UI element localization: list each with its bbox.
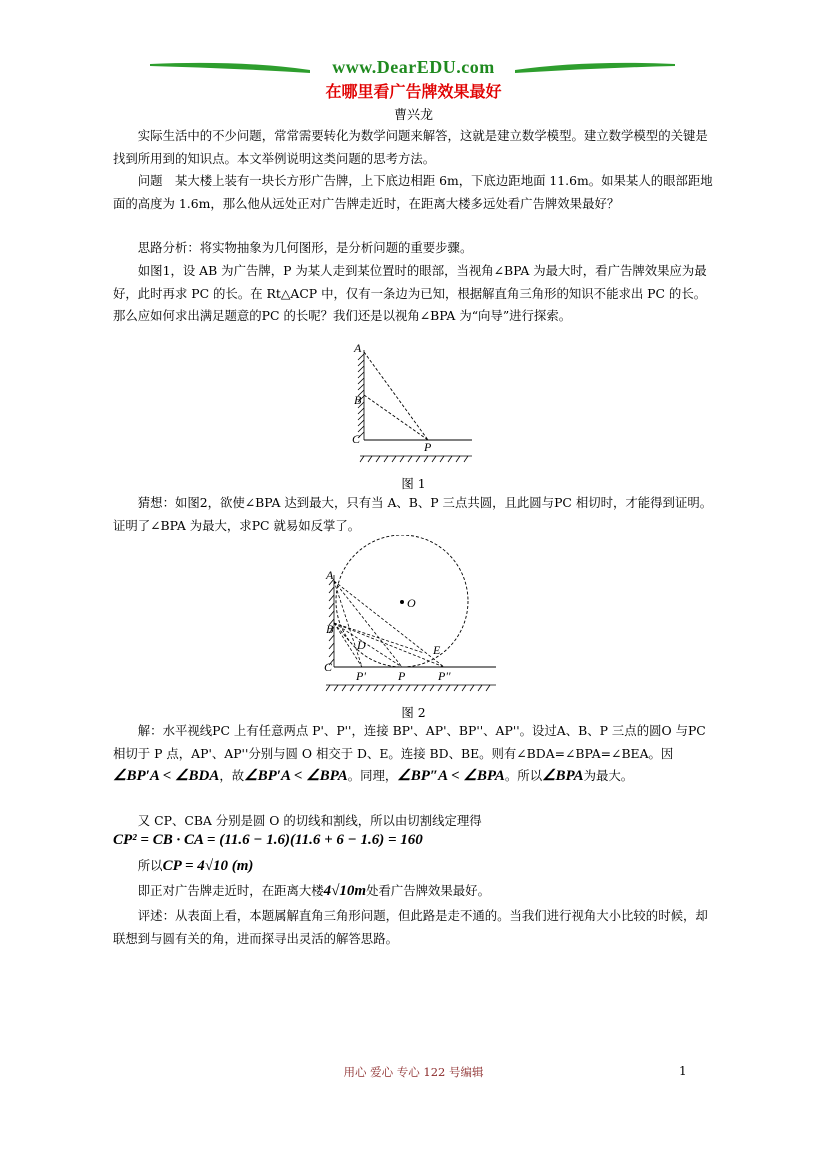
angle-bpa: ∠BPA bbox=[542, 768, 584, 784]
commentary-paragraph: 评述：从表面上看，本题属解直角三角形问题，但此路是走不通的。当我们进行视角大小比较的时候，却联想到与圆有关的角，进而探寻出灵活的解答思路。 bbox=[113, 908, 708, 946]
fig1-label-b: B bbox=[354, 393, 362, 407]
analysis-paragraph: 思路分析：将实物抽象为几何图形，是分析问题的重要步骤。 bbox=[137, 240, 473, 255]
conclusion-paragraph bbox=[113, 880, 713, 903]
fig2-label-e: E bbox=[433, 643, 441, 657]
inequality-2: ∠BP′A < ∠BPA bbox=[244, 768, 348, 784]
fig2-label-p2: P'' bbox=[438, 669, 451, 683]
result-prefix: 所以 bbox=[137, 858, 163, 873]
author: 曹兴龙 bbox=[393, 108, 433, 123]
figure2-caption: 图 2 bbox=[401, 705, 426, 720]
tangent-paragraph: 又 CP、CBA 分别是圆 O 的切线和割线，所以由切割线定理得 bbox=[137, 813, 482, 828]
figure1-explanation: 如图1，设 AB 为广告牌，P 为某人走到某位置时的眼部，当视角∠BPA 为最大时，看广告牌效果应为最好，此时再求 PC 的长。在 Rt△ACP 中，仅有一条边为已知，根据解直角三角形的知识不能求出 PC 的长。那么应如何求出满足题意的PC 的长呢？我们还是以视角∠BPA 为“向导”进行探索。 bbox=[113, 263, 707, 323]
fig2-label-d: D bbox=[357, 638, 366, 652]
result-line bbox=[113, 855, 713, 878]
distance-value: 4√10m bbox=[323, 883, 367, 899]
fig1-label-c: C bbox=[352, 432, 361, 446]
intro-paragraph: 实际生活中的不少问题，常常需要转化为数学问题来解答，这就是建立数学模型。建立数学模型的关键是找到所用到的知识点。本文举例说明这类问题的思考方法。 bbox=[113, 128, 708, 166]
solution-text-2: ，故 bbox=[219, 768, 245, 783]
fig2-label-o: O bbox=[407, 596, 416, 610]
figure1-caption: 图 1 bbox=[401, 476, 426, 491]
fig2-label-a: A bbox=[326, 568, 334, 582]
problem-paragraph: 问题 某大楼上装有一块长方形广告牌，上下底边相距 6m，下底边距地面 11.6m。如果某人的眼部距地面的高度为 1.6m，那么他从远处正对广告牌走近时，在距离大楼多远处看广告牌效果最好？ bbox=[113, 173, 713, 211]
figure-1 bbox=[340, 340, 480, 466]
conclusion-prefix: 即正对广告牌走近时，在距离大楼 bbox=[137, 883, 324, 898]
solution-text-4: 。所以 bbox=[504, 768, 543, 783]
fig1-label-p: P bbox=[424, 440, 432, 454]
equation-cp: CP = 4√10 (m) bbox=[162, 858, 254, 874]
fig2-label-c: C bbox=[324, 660, 333, 674]
fig1-label-a: A bbox=[354, 341, 362, 355]
solution-text-3: 。同理， bbox=[347, 768, 398, 783]
site-url[interactable]: www.DearEDU.com bbox=[332, 57, 495, 77]
solution-text-5: 为最大。 bbox=[583, 768, 634, 783]
solution-text: 解：水平视线PC 上有任意两点 P'、P''，连接 BP'、AP'、BP''、AP''。设过A、B、P 三点的圆O 与PC 相切于 P 点，AP'、AP''分别与圆 O 相交于 D、E。连接 BD、BE。则有∠BDA=∠BPA=∠BEA。因 bbox=[113, 723, 706, 761]
fig2-label-b: B bbox=[326, 622, 334, 636]
solution-paragraph bbox=[113, 720, 713, 788]
figure-2 bbox=[320, 535, 500, 695]
inequality-1: ∠BP′A < ∠BDA bbox=[113, 768, 220, 784]
inequality-3: ∠BP″A < ∠BPA bbox=[397, 768, 505, 784]
page-number: 1 bbox=[679, 1064, 687, 1078]
conclusion-suffix: 处看广告牌效果最好。 bbox=[366, 883, 490, 898]
page-title: 在哪里看广告牌效果最好 bbox=[325, 82, 502, 101]
fig2-label-p: P bbox=[398, 669, 406, 683]
fig2-label-p1: P' bbox=[356, 669, 366, 683]
conjecture-paragraph: 猜想：如图2，欲使∠BPA 达到最大，只有当 A、B、P 三点共圆，且此圆与PC 相切时，才能得到证明。证明了∠BPA 为最大，求PC 就易如反掌了。 bbox=[113, 495, 713, 533]
footer-text: 用心 爱心 专心 122 号编辑 bbox=[343, 1065, 484, 1079]
equation-cp-squared: CP² = CB · CA = (11.6 − 1.6)(11.6 + 6 − 1.6) = 160 bbox=[113, 832, 423, 848]
